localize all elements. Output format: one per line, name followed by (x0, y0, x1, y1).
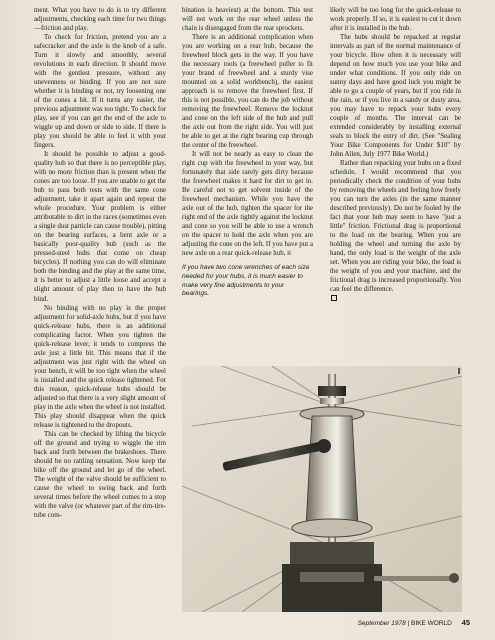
paragraph: ment. What you have to do is to try different adjustments, checking each time for two things—friction and play. (34, 6, 166, 33)
paragraph: likely will be too long for the quick-release to work properly. If so, it is easiest to cut it down after it is installed in the hub. (330, 6, 461, 33)
text-column-1 (34, 6, 166, 520)
publication-name: BIKE WORLD (411, 620, 452, 627)
paragraph: The hubs should be repacked at regular intervals as part of the normal maintenance of your bicycle. How often it is necessary will depend on how much you use your bike and under what conditions. If you only ride on sunny days and have good luck you might be able to go a couple of years, but if you ride in the rain, or if you live in a sandy or dusty area, you may have to repack your hubs every couple of months. The interval can be extended considerably by installing external seals to block the entry of dirt. (See "Sealing Your Bike Components for Under $10" by John Allen, July 1977 Bike World.) (330, 33, 461, 159)
paragraph: To check for friction, pretend you are a safecracker and the axle is the knob of a safe. Turn it slowly and smoothly, several revolutions in each direction. It should move with the gentlest pressure, without any unevenness or binding. If you are not sure whether it is binding or not, try loosening one of the cones a bit. If it turns any easier, the previous adjustment was too tight. To check for play, see if you can get the end of the axle to wiggle up and down or side to side. If there is play you should be able to feel it with your fingers. (34, 33, 166, 150)
paragraph: bination is heaviest) at the bottom. This test will not work on the rear wheel unless the chain is disengaged from the rear sprockets. (182, 6, 313, 33)
footer-separator: | (407, 620, 410, 627)
text-column-3 (330, 6, 461, 304)
paragraph: No binding with no play is the proper adjustment for solid-axle hubs, but if you have quick-release hubs, there is an additional complicating factor. When you tighten the quick-release lever, it tends to compress the axle just a little bit. This means that if the adjustment was just right with the wheel on your bench, it will be too tight when the wheel is installed and the quick release tightened. For this reason, quick-release hubs should be adjusted so that there is a very slight amount of play in the axle when the wheel is not installed. This play should disappear when the quick release is tightened to the dropouts. (34, 303, 166, 429)
photo-corner-mark (458, 368, 460, 374)
paragraph: It should be possible to adjust a good-quality hub so that there is no perceptible play, with no more friction than is present when the cones are too loose. If you are unable to get the hub to pass both tests with the same cone adjustment, take it apart again and repeat the whole procedure. Your problem is either attributable to dirt in the races (sometimes even a single dust particle can cause trouble), pitting on the bearing surfaces, a bent axle or a basically poor-quality hub (such as the pressed-steel hubs that come on cheap bicycles). If nothing you can do will eliminate both the binding and the play at the same time, it is better to adjust a little loose and accept a slight amount of play then to have the hub bind. (34, 150, 166, 303)
hub-in-vise-photo (182, 366, 462, 612)
hub-photo-illustration (182, 366, 462, 612)
page-footer (300, 618, 470, 627)
paragraph: It will not be nearly as easy to clean the right cup with the freewheel in your way, but fortunately that side rarely gets dirty because the freewheel makes it hard for dirt to get in. Be careful not to get solvent inside of the freewheel mechanism. While you have the axle out of the hub, tighten the spacer for the right end of the axle tightly against the locknut and cone so you will be able to use a wrench on the spacer to hold the axle when you are adjusting the cone on the left. If you have put a new axle on a rear quick-release hub, it (182, 150, 313, 258)
issue-date: September 1978 (357, 620, 406, 627)
paragraph: Rather than repacking your hubs on a fixed schedule, I would recommend that you periodically check the condition of your hubs by removing the wheels and feeling how freely you can turn the axles (in the same manner described previously). Do not be fooled by the fact that your hub may seem to have "just a little" friction. Frictional drag is proportional to the load on the bearing. When you are holding the wheel and turning the axle by hand, the only load is the weight of the axle set. When you are riding your bike, the load is the weight of you and your machine, and the frictional drag is increased proportionally. You can feel the difference. (330, 159, 461, 294)
paragraph: This can be checked by lifting the bicycle off the ground and trying to wiggle the rim back and forth between the brakeshoes. There should be no rattling sensation. Now keep the bike off the ground and let go of the wheel. The weight of the valve should be sufficient to cause the wheel to swing back and forth several times before the wheel comes to a stop with the valve (or whatever part of the rim-tire-tube com- (34, 429, 166, 519)
photo-caption: If you have two cone wrenches of each size needed for your hubs, it is much easier to make very fine adjustments to your bearings. (182, 264, 310, 298)
end-of-article-mark (331, 295, 337, 301)
page-number: 45 (461, 618, 470, 627)
text-column-2 (182, 6, 313, 299)
paragraph: There is an additional complication when you are working on a rear hub, because the freewheel block gets in the way. If you have the necessary tools (a freewheel puller to fit your brand of freewheel and a sturdy vise mounted on a solid workbench), the easiest approach is to remove the freewheel first. If this is not possible, you can do the job without removing the freewheel. Remove the locknut and cone on the left side of the hub and pull the axle out from the right side. You will just be able to get at the right bearing cup through the center of the freewheel. (182, 33, 313, 150)
